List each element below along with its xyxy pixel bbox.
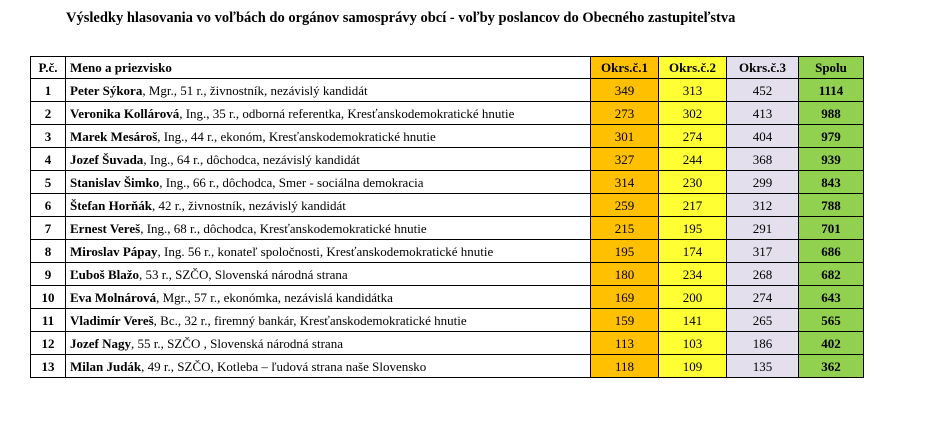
table-row — [31, 332, 864, 355]
table-row — [31, 355, 864, 378]
candidate-cell — [66, 309, 591, 332]
candidate-name: Ľuboš Blažo — [70, 266, 139, 282]
votes-okrsok-2: 217 — [659, 194, 727, 217]
candidate-name: Milan Judák — [70, 358, 142, 374]
votes-total: 979 — [799, 125, 864, 148]
candidate-cell — [66, 355, 591, 378]
votes-okrsok-2: 103 — [659, 332, 727, 355]
table-row — [31, 102, 864, 125]
row-number: 5 — [31, 171, 66, 194]
candidate-name: Eva Molnárová — [70, 289, 157, 305]
votes-okrsok-2: 195 — [659, 217, 727, 240]
votes-total: 643 — [799, 286, 864, 309]
page-title: Výsledky hlasovania vo voľbách do orgánov samosprávy obcí - voľby poslancov do Obecného zastupiteľstva — [66, 10, 736, 26]
votes-okrsok-2: 230 — [659, 171, 727, 194]
candidate-cell — [66, 125, 591, 148]
votes-okrsok-3: 291 — [727, 217, 799, 240]
candidate-cell — [66, 194, 591, 217]
candidate-cell — [66, 79, 591, 102]
header-spolu: Spolu — [799, 57, 864, 79]
candidate-name: Peter Sýkora — [70, 82, 143, 98]
votes-total: 939 — [799, 148, 864, 171]
votes-okrsok-3: 317 — [727, 240, 799, 263]
votes-okrsok-2: 109 — [659, 355, 727, 378]
candidate-cell — [66, 171, 591, 194]
votes-okrsok-1: 118 — [591, 355, 659, 378]
header-okrsok-3: Okrs.č.3 — [727, 57, 799, 79]
candidate-name: Miroslav Pápay — [70, 243, 158, 259]
votes-okrsok-3: 368 — [727, 148, 799, 171]
votes-okrsok-2: 244 — [659, 148, 727, 171]
candidate-info: , 53 r., SZČO, Slovenská národná strana — [139, 266, 348, 282]
votes-okrsok-1: 327 — [591, 148, 659, 171]
candidate-name: Stanislav Šimko — [70, 174, 160, 190]
votes-okrsok-2: 141 — [659, 309, 727, 332]
table-row — [31, 194, 864, 217]
table-row — [31, 148, 864, 171]
votes-okrsok-2: 200 — [659, 286, 727, 309]
candidate-cell — [66, 332, 591, 355]
votes-okrsok-3: 186 — [727, 332, 799, 355]
row-number: 1 — [31, 79, 66, 102]
header-okrsok-1: Okrs.č.1 — [591, 57, 659, 79]
table-row — [31, 171, 864, 194]
votes-total: 701 — [799, 217, 864, 240]
votes-okrsok-3: 312 — [727, 194, 799, 217]
votes-total: 1114 — [799, 79, 864, 102]
votes-okrsok-3: 299 — [727, 171, 799, 194]
votes-okrsok-1: 180 — [591, 263, 659, 286]
row-number: 11 — [31, 309, 66, 332]
candidate-info: , Mgr., 51 r., živnostník, nezávislý kandidát — [142, 82, 368, 98]
votes-okrsok-1: 273 — [591, 102, 659, 125]
candidate-info: , Ing., 44 r., ekonóm, Kresťanskodemokratické hnutie — [157, 128, 436, 144]
candidate-info: , Ing., 35 r., odborná referentka, Kresťanskodemokratické hnutie — [179, 105, 515, 121]
votes-total: 988 — [799, 102, 864, 125]
candidate-name: Jozef Šuvada — [70, 151, 144, 167]
votes-okrsok-1: 259 — [591, 194, 659, 217]
candidate-name: Marek Mesároš — [70, 128, 158, 144]
table-row — [31, 125, 864, 148]
table-row — [31, 309, 864, 332]
votes-okrsok-3: 268 — [727, 263, 799, 286]
votes-total: 788 — [799, 194, 864, 217]
votes-okrsok-2: 302 — [659, 102, 727, 125]
votes-total: 565 — [799, 309, 864, 332]
votes-okrsok-3: 452 — [727, 79, 799, 102]
candidate-cell — [66, 217, 591, 240]
candidate-name: Štefan Horňák — [70, 197, 152, 213]
row-number: 6 — [31, 194, 66, 217]
row-number: 3 — [31, 125, 66, 148]
candidate-info: , Ing. 56 r., konateľ spoločnosti, Kresťanskodemokratické hnutie — [157, 243, 494, 259]
row-number: 12 — [31, 332, 66, 355]
candidate-cell — [66, 148, 591, 171]
votes-okrsok-2: 234 — [659, 263, 727, 286]
results-table — [30, 56, 864, 378]
row-number: 4 — [31, 148, 66, 171]
votes-okrsok-2: 274 — [659, 125, 727, 148]
table-row — [31, 240, 864, 263]
votes-okrsok-3: 404 — [727, 125, 799, 148]
candidate-info: , Mgr., 57 r., ekonómka, nezávislá kandidátka — [156, 289, 393, 305]
candidate-cell — [66, 240, 591, 263]
votes-okrsok-3: 413 — [727, 102, 799, 125]
votes-total: 402 — [799, 332, 864, 355]
candidate-cell — [66, 286, 591, 309]
row-number: 13 — [31, 355, 66, 378]
table-row — [31, 263, 864, 286]
votes-okrsok-3: 265 — [727, 309, 799, 332]
table-row — [31, 79, 864, 102]
table-row — [31, 286, 864, 309]
candidate-info: , 55 r., SZČO , Slovenská národná strana — [131, 335, 343, 351]
candidate-cell — [66, 263, 591, 286]
header-no: P.č. — [31, 57, 66, 79]
votes-okrsok-1: 349 — [591, 79, 659, 102]
candidate-name: Vladimír Vereš — [70, 312, 154, 328]
row-number: 2 — [31, 102, 66, 125]
votes-okrsok-3: 274 — [727, 286, 799, 309]
votes-okrsok-2: 174 — [659, 240, 727, 263]
votes-okrsok-1: 215 — [591, 217, 659, 240]
table-row — [31, 217, 864, 240]
candidate-name: Ernest Vereš — [70, 220, 141, 236]
row-number: 10 — [31, 286, 66, 309]
candidate-info: , Bc., 32 r., firemný bankár, Kresťanskodemokratické hnutie — [153, 312, 467, 328]
header-okrsok-2: Okrs.č.2 — [659, 57, 727, 79]
votes-okrsok-1: 159 — [591, 309, 659, 332]
votes-okrsok-1: 314 — [591, 171, 659, 194]
table-header-row — [31, 57, 864, 79]
row-number: 9 — [31, 263, 66, 286]
votes-total: 843 — [799, 171, 864, 194]
votes-okrsok-1: 113 — [591, 332, 659, 355]
votes-okrsok-1: 301 — [591, 125, 659, 148]
row-number: 7 — [31, 217, 66, 240]
votes-okrsok-1: 195 — [591, 240, 659, 263]
votes-okrsok-2: 313 — [659, 79, 727, 102]
header-name: Meno a priezvisko — [66, 57, 591, 79]
candidate-info: , Ing., 68 r., dôchodca, Kresťanskodemokratické hnutie — [140, 220, 427, 236]
votes-okrsok-3: 135 — [727, 355, 799, 378]
candidate-name: Jozef Nagy — [70, 335, 132, 351]
row-number: 8 — [31, 240, 66, 263]
candidate-info: , Ing., 66 r., dôchodca, Smer - sociálna demokracia — [159, 174, 424, 190]
candidate-name: Veronika Kollárová — [70, 105, 180, 121]
candidate-info: , 42 r., živnostník, nezávislý kandidát — [151, 197, 346, 213]
votes-total: 682 — [799, 263, 864, 286]
votes-total: 686 — [799, 240, 864, 263]
votes-okrsok-1: 169 — [591, 286, 659, 309]
votes-total: 362 — [799, 355, 864, 378]
candidate-cell — [66, 102, 591, 125]
candidate-info: , Ing., 64 r., dôchodca, nezávislý kandidát — [143, 151, 360, 167]
candidate-info: , 49 r., SZČO, Kotleba – ľudová strana naše Slovensko — [141, 358, 427, 374]
